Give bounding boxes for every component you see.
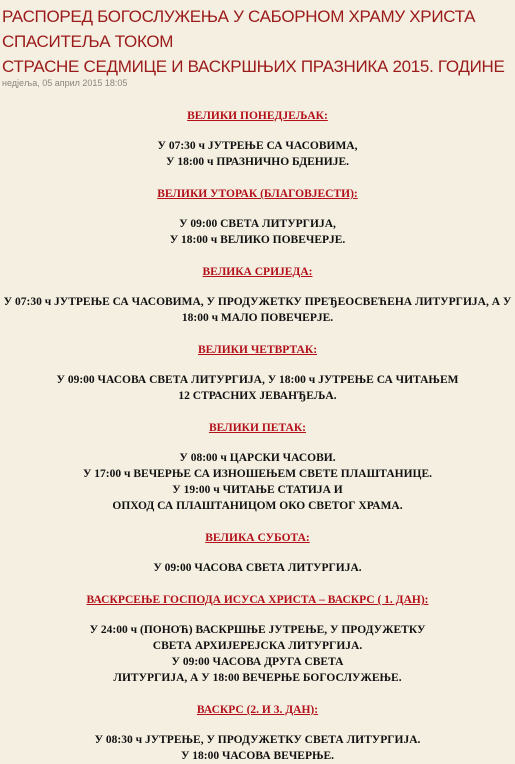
schedule-line: У 24:00 ч (ПОНОЋ) ВАСКРШЊЕ ЈУТРЕЊЕ, У ПРОДУЖЕТКУ [89,624,426,636]
section-heading: ВЕЛИКИ ПОНЕДЈЕЉАК: [187,110,328,122]
schedule-line: 18:00 ч МАЛО ПОВЕЧЕРЈЕ. [181,312,334,324]
article-body [0,88,515,764]
section-heading: ВЕЛИКА СУБОТА: [205,532,310,544]
section-heading: ВЕЛИКИ ЧЕТВРТАК: [197,344,318,356]
schedule-section [0,170,515,248]
section-heading: ВАСКРСЕЊЕ ГОСПОДА ИСУСА ХРИСТА – ВАСКРС ( 1. ДАН): [86,594,429,606]
schedule-line: У 17:00 ч ВЕЧЕРЊЕ СА ИЗНОШЕЊЕМ СВЕТЕ ПЛАШТАНИЦЕ. [82,468,433,480]
schedule-line: ОПХОД СА ПЛАШТАНИЦОМ ОКО СВЕТОГ ХРАМА. [112,500,403,512]
schedule-line: У 18:00 ч ВЕЛИКО ПОВЕЧЕРЈЕ. [169,234,346,246]
schedule-section [0,576,515,686]
schedule-line: У 09:00 ЧАСОВА СВЕТА ЛИТУРГИЈА. [153,562,362,574]
schedule-line: У 18:00 ч ПРАЗНИЧНО БДЕНИЈЕ. [166,156,349,168]
schedule-section [0,248,515,326]
section-heading: ВЕЛИКИ УТОРАК (БЛАГОВЈЕСТИ): [157,188,358,200]
schedule-line: У 07:30 ч ЈУТРЕЊЕ СА ЧАСОВИМА, [157,140,358,152]
schedule-line: У 09:00 ЧАСОВА СВЕТА ЛИТУРГИЈА, У 18:00 ч ЈУТРЕЊЕ СА ЧИТАЊЕМ [56,374,459,386]
article-title [0,0,515,79]
section-heading: ВЕЛИКА СРИЈЕДА: [202,266,313,278]
schedule-line: У 19:00 ч ЧИТАЊЕ СТАТИЈА И [172,484,343,496]
section-heading: ВАСКРС (2. И 3. ДАН): [196,704,319,716]
schedule-section [0,404,515,514]
schedule-section [0,88,515,170]
schedule-line: 12 СТРАСНИХ ЈЕВАНЂЕЉА. [178,390,337,402]
schedule-section [0,326,515,404]
schedule-line: СВЕТА АРХИЈЕРЕЈСКА ЛИТУРГИЈА. [152,640,363,652]
schedule-line: У 18:00 ЧАСОВА ВЕЧЕРЊЕ. [180,750,335,762]
section-heading: ВЕЛИКИ ПЕТАК: [208,422,307,434]
schedule-section [0,686,515,764]
schedule-line: У 08:00 ч ЦАРСКИ ЧАСОВИ. [179,452,336,464]
schedule-line: У 08:30 ч ЈУТРЕЊЕ, У ПРОДУЖЕТКУ СВЕТА ЛИТУРГИЈА. [94,734,421,746]
schedule-line: ЛИТУРГИЈА, А У 18:00 ВЕЧЕРЊЕ БОГОСЛУЖЕЊЕ. [113,672,402,684]
schedule-section [0,514,515,576]
schedule-line: У 09:00 СВЕТА ЛИТУРГИЈА, [179,218,336,230]
schedule-line: У 07:30 ч ЈУТРЕЊЕ СА ЧАСОВИМА, У ПРОДУЖЕТКУ ПРЕЂЕОСВЕЋЕНА ЛИТУРГИЈА, А У [3,296,512,308]
article-title-line-1: РАСПОРЕД БОГОСЛУЖЕЊА У САБОРНОМ ХРАМУ ХРИСТА СПАСИТЕЉА ТОКОМ [2,7,476,51]
schedule-line: У 09:00 ЧАСОВА ДРУГА СВЕТА [171,656,344,668]
article-title-line-2: СТРАСНЕ СЕДМИЦЕ И ВАСКРШЊИХ ПРАЗНИКА 2015. ГОДИНЕ [2,57,505,76]
article-date: недјеља, 05 април 2015 18:05 [2,78,128,88]
